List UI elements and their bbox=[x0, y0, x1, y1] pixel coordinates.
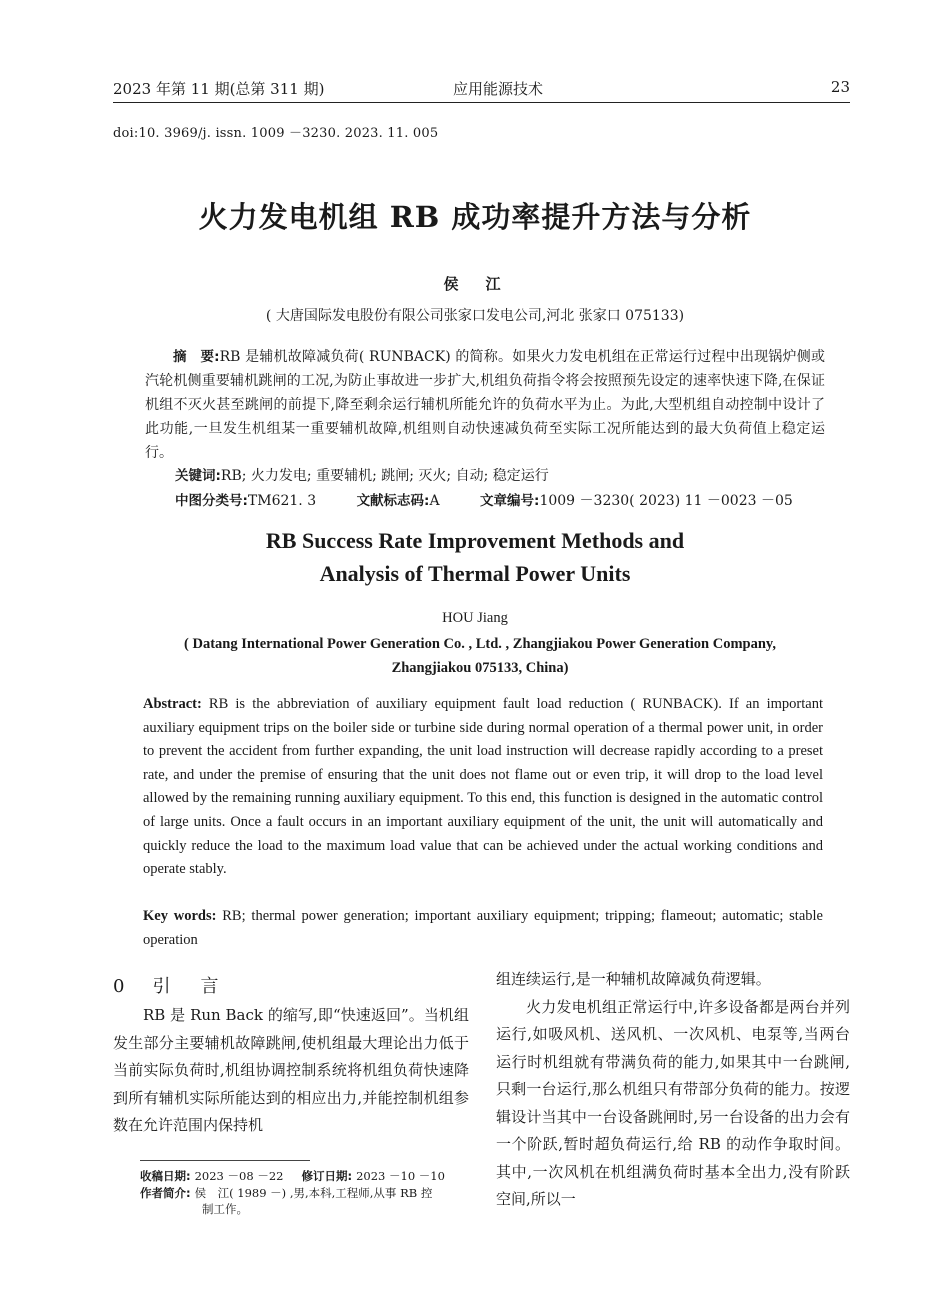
doc-code-label: 文献标志码: bbox=[356, 493, 430, 509]
body-column-left bbox=[113, 1002, 469, 1140]
journal-name: 应用能源技术 bbox=[453, 80, 544, 98]
paper-title-en bbox=[0, 524, 950, 590]
keywords-en-text: RB; thermal power generation; important auxiliary equipment; tripping; flameout; automatic; stable operation bbox=[143, 908, 823, 948]
keywords-en-label: Key words: bbox=[143, 908, 217, 924]
abstract-cn bbox=[145, 345, 825, 465]
footnote-bio bbox=[140, 1185, 470, 1202]
received-label: 收稿日期: bbox=[140, 1169, 191, 1183]
received-value: 2023 －08 －22 bbox=[194, 1169, 284, 1183]
clc-label: 中图分类号: bbox=[175, 493, 248, 509]
running-header bbox=[113, 76, 850, 103]
footnote bbox=[140, 1168, 470, 1218]
paper-title-cn: 火力发电机组 RB 成功率提升方法与分析 bbox=[198, 200, 752, 234]
bio-line2: 制工作。 bbox=[202, 1202, 248, 1216]
paragraph: 组连续运行,是一种辅机故障减负荷逻辑。 bbox=[496, 970, 771, 988]
bio-label: 作者简介: bbox=[140, 1185, 191, 1200]
issue-info: 2023 年第 11 期(总第 311 期) bbox=[113, 80, 325, 98]
abstract-cn-text: RB 是辅机故障减负荷( RUNBACK) 的简称。如果火力发电机组在正常运行过程中出现锅炉侧或汽轮机侧重要辅机跳闸的工况,为防止事故进一步扩大,机组负荷指令将会按照预先设定的速率快速下降,在保证机组不灭火甚至跳闸的前提下,降至剩余运行辅机所能允许的负荷水平为止。为此,大型机组自动控制中设计了此功能,一旦发生机组某一重要辅机故障,机组则自动快速减负荷至实际工况所能达到的最大负荷值上稳定运行。 bbox=[145, 349, 825, 461]
paragraph: 火力发电机组正常运行中,许多设备都是两台并列运行,如吸风机、送风机、一次风机、电泵等,当两台运行时机组就有带满负荷的能力,如果其中一台跳闸,只剩一台运行,那么机组只有带部分负荷的能力。按逻辑设计当其中一台设备跳闸时,另一台设备的出力会有一个阶跃,暂时超负荷运行,给 RB 的动作争取时间。其中,一次风机在机组满负荷时基本全出力,没有阶跃空间,所以一 bbox=[496, 997, 850, 1208]
affiliation-en-line1: ( Datang International Power Generation Co. , Ltd. , Zhangjiakou Power Generation Company, bbox=[184, 636, 776, 652]
article-no-label: 文章编号: bbox=[480, 493, 540, 509]
keywords-en bbox=[143, 905, 823, 952]
title-en-line1: RB Success Rate Improvement Methods and bbox=[265, 528, 685, 553]
affiliation-en-line2: Zhangjiakou 075133, China) bbox=[391, 660, 569, 676]
clc-value: TM621. 3 bbox=[247, 493, 317, 509]
revised-value: 2023 －10 －10 bbox=[356, 1169, 445, 1183]
author-en: HOU Jiang bbox=[442, 610, 508, 626]
bio-line1: 侯 江( 1989 －) ,男,本科,工程师,从事 RB 控 bbox=[194, 1185, 433, 1200]
classification-line bbox=[175, 489, 793, 510]
abstract-en bbox=[143, 693, 823, 882]
abstract-cn-label: 摘 要: bbox=[173, 349, 220, 365]
revised-label: 修订日期: bbox=[301, 1169, 353, 1183]
title-en-line2: Analysis of Thermal Power Units bbox=[319, 561, 631, 586]
affiliation-cn: ( 大唐国际发电股份有限公司张家口发电公司,河北 张家口 075133) bbox=[265, 308, 685, 324]
affiliation-en bbox=[120, 632, 840, 680]
body-column-right bbox=[496, 966, 850, 1214]
keywords-cn-label: 关键词: bbox=[175, 468, 221, 484]
abstract-en-label: Abstract: bbox=[143, 696, 202, 712]
keywords-cn-text: RB; 火力发电; 重要辅机; 跳闸; 灭火; 自动; 稳定运行 bbox=[220, 468, 549, 484]
article-no-value: 1009 －3230( 2023) 11 －0023 －05 bbox=[539, 493, 793, 509]
footnote-dates bbox=[140, 1168, 470, 1185]
doc-code-value: A bbox=[429, 493, 440, 509]
abstract-en-text: RB is the abbreviation of auxiliary equipment fault load reduction ( RUNBACK). If an important auxiliary equipment trips on the boiler side or turbine side during normal operation of a thermal power unit, in order to prevent the accident from further expanding, the unit load instruction will decrease rapidly according to a preset rate, and under the premise of ensuring that the unit does not flame out or even trip, it will drop to the load level allowed by the remaining running auxiliary equipment. To this end, this function is designed in the automatic control of large units. Once a fault occurs in an important auxiliary equipment of the unit, the unit will automatically and quickly reduce the load to the maximum load value that can be achieved under the actual working conditions and operate stably. bbox=[143, 696, 823, 878]
footnote-divider bbox=[140, 1160, 310, 1161]
section-title-part2: 言 bbox=[200, 976, 219, 997]
doi: doi:10. 3969/j. issn. 1009 －3230. 2023. 11. 005 bbox=[113, 126, 439, 141]
section-number: 0 bbox=[113, 976, 125, 997]
paragraph: RB 是 Run Back 的缩写,即“快速返回”。当机组发生部分主要辅机故障跳闸,使机组最大理论出力低于当前实际负荷时,机组协调控制系统将机组负荷快速降到所有辅机实际所能达到的相应出力,并能控制机组参数在允许范围内保持机 bbox=[113, 1006, 469, 1134]
keywords-cn bbox=[175, 464, 549, 485]
page-number: 23 bbox=[830, 78, 850, 96]
author-cn: 侯 江 bbox=[443, 275, 507, 293]
section-title-part1: 引 bbox=[152, 976, 171, 997]
section-heading bbox=[113, 972, 218, 998]
